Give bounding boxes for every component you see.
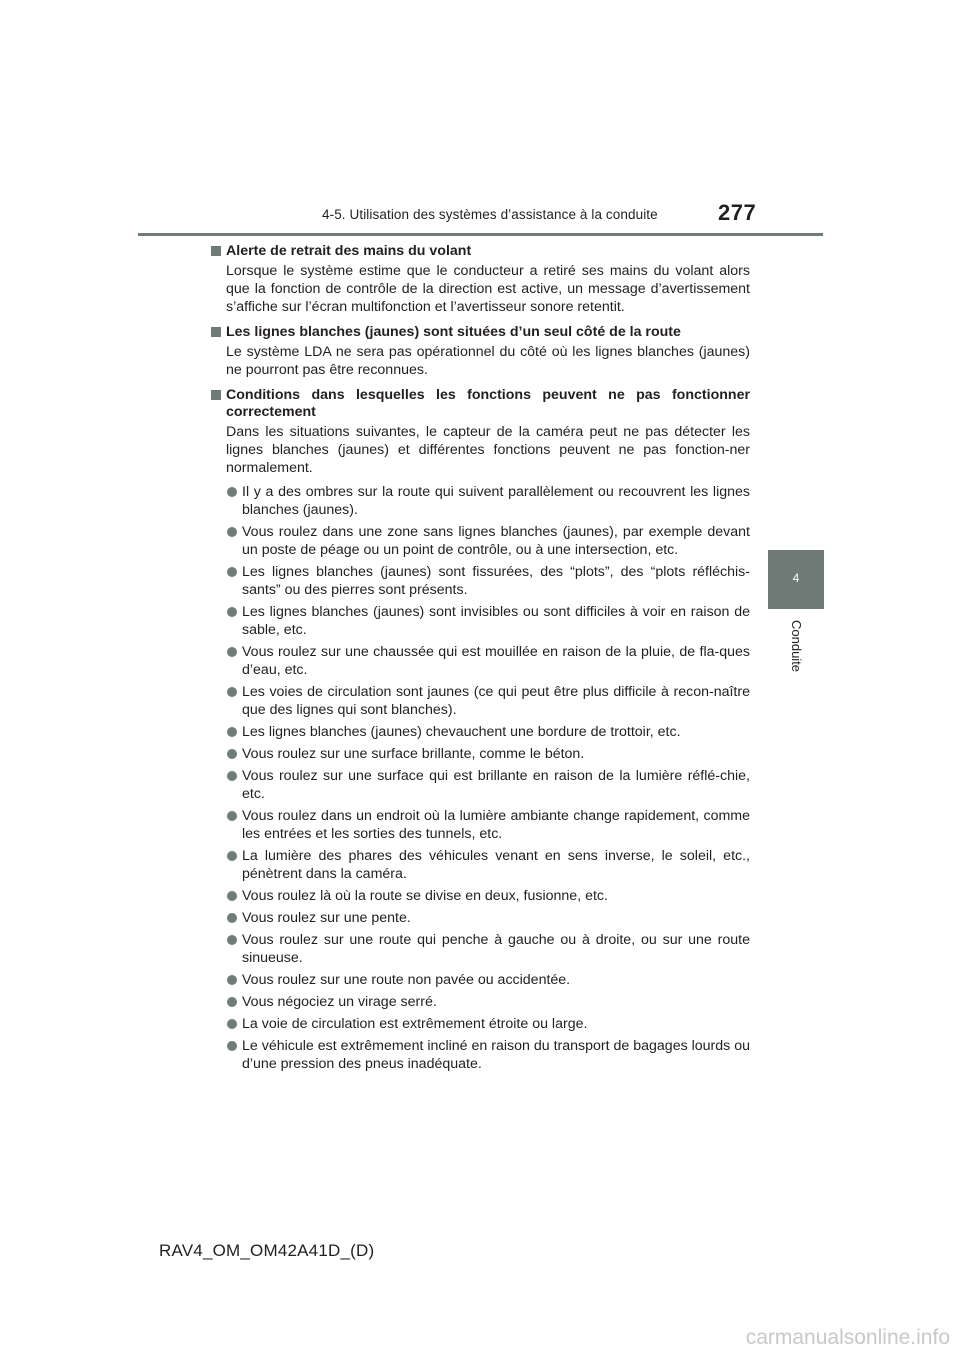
header-section-title: 4-5. Utilisation des systèmes d’assistance à la conduite xyxy=(322,207,658,222)
chapter-number: 4 xyxy=(792,571,800,585)
section-conditions xyxy=(210,387,750,1073)
list-item xyxy=(226,767,750,803)
list-item-text: Il y a des ombres sur la route qui suivent parallèlement ou recouvrent les lignes blanches (jaunes). xyxy=(242,484,750,518)
chapter-label-text: Conduite xyxy=(789,620,804,673)
list-item-text: Vous roulez sur une route non pavée ou accidentée. xyxy=(242,972,571,988)
circle-bullet-icon xyxy=(227,913,237,923)
list-item-text: Le véhicule est extrêmement incliné en raison du transport de bagages lourds ou d’une pression des pneus inadéquate. xyxy=(242,1038,750,1072)
chapter-label xyxy=(782,620,812,680)
circle-bullet-icon xyxy=(227,567,237,577)
list-item-text: Les lignes blanches (jaunes) sont invisibles ou sont difficiles à voir en raison de sable, etc. xyxy=(242,604,750,638)
section-body: Le système LDA ne sera pas opérationnel du côté où les lignes blanches (jaunes) ne pourront pas être reconnues. xyxy=(226,344,750,378)
list-item xyxy=(226,1037,750,1073)
circle-bullet-icon xyxy=(227,687,237,697)
list-item xyxy=(226,723,750,741)
circle-bullet-icon xyxy=(227,851,237,861)
circle-bullet-icon xyxy=(227,749,237,759)
section-title xyxy=(210,243,750,260)
section-lines-one-side xyxy=(210,324,750,379)
list-item-text: La voie de circulation est extrêmement étroite ou large. xyxy=(242,1016,588,1032)
circle-bullet-icon xyxy=(227,647,237,657)
list-item-text: Vous roulez dans une zone sans lignes blanches (jaunes), par exemple devant un poste de péage ou un point de contrôle, ou à une intersection, etc. xyxy=(242,524,750,558)
section-title xyxy=(210,324,750,341)
list-item xyxy=(226,909,750,927)
list-item-text: Les lignes blanches (jaunes) sont fissurées, des “plots”, des “plots réfléchis-sants” ou des pierres sont présents. xyxy=(242,564,750,598)
circle-bullet-icon xyxy=(227,811,237,821)
square-bullet-icon xyxy=(211,390,221,400)
list-item xyxy=(226,683,750,719)
section-title-text: Alerte de retrait des mains du volant xyxy=(226,243,472,259)
list-item xyxy=(226,523,750,559)
list-item-text: Vous négociez un virage serré. xyxy=(242,994,437,1010)
list-item xyxy=(226,1015,750,1033)
list-item-text: Vous roulez là où la route se divise en deux, fusionne, etc. xyxy=(242,888,608,904)
chapter-tab xyxy=(768,550,824,609)
header-divider xyxy=(138,233,823,236)
list-item-text: Vous roulez dans un endroit où la lumière ambiante change rapidement, comme les entrées et les sorties des tunnels, etc. xyxy=(242,808,750,842)
list-item xyxy=(226,563,750,599)
list-item xyxy=(226,603,750,639)
circle-bullet-icon xyxy=(227,891,237,901)
list-item-text: Les lignes blanches (jaunes) chevauchent une bordure de trottoir, etc. xyxy=(242,724,681,740)
page-content xyxy=(210,243,750,1081)
circle-bullet-icon xyxy=(227,1041,237,1051)
list-item xyxy=(226,745,750,763)
list-item-text: Les voies de circulation sont jaunes (ce qui peut être plus difficile à recon-naître que des lignes qui sont blanches). xyxy=(242,684,750,718)
section-body: Dans les situations suivantes, le capteur de la caméra peut ne pas détecter les lignes blanches (jaunes) et différentes fonctions peuvent ne pas fonction-ner normalement. xyxy=(226,424,750,476)
page-number: 277 xyxy=(718,200,757,225)
list-item xyxy=(226,971,750,989)
circle-bullet-icon xyxy=(227,975,237,985)
bullet-list xyxy=(210,483,750,1073)
list-item-text: Vous roulez sur une surface qui est brillante en raison de la lumière réflé-chie, etc. xyxy=(242,768,750,802)
square-bullet-icon xyxy=(211,246,221,256)
section-title-text: Les lignes blanches (jaunes) sont situées d’un seul côté de la route xyxy=(226,324,681,340)
list-item-text: Vous roulez sur une route qui penche à gauche ou à droite, ou sur une route sinueuse. xyxy=(242,932,750,966)
list-item xyxy=(226,643,750,679)
circle-bullet-icon xyxy=(227,607,237,617)
square-bullet-icon xyxy=(211,327,221,337)
list-item xyxy=(226,993,750,1011)
circle-bullet-icon xyxy=(227,997,237,1007)
circle-bullet-icon xyxy=(227,727,237,737)
list-item-text: Vous roulez sur une pente. xyxy=(242,910,411,926)
list-item-text: Vous roulez sur une surface brillante, comme le béton. xyxy=(242,746,585,762)
list-item-text: Vous roulez sur une chaussée qui est mouillée en raison de la pluie, de fla-ques d’eau, etc. xyxy=(242,644,750,678)
section-title-text: Conditions dans lesquelles les fonctions peuvent ne pas fonctionner correctement xyxy=(226,387,750,420)
list-item xyxy=(226,483,750,519)
document-code: RAV4_OM_OM42A41D_(D) xyxy=(159,1241,375,1260)
watermark: carmanualsonline.info xyxy=(745,1326,950,1349)
section-hands-off-alert xyxy=(210,243,750,316)
circle-bullet-icon xyxy=(227,1019,237,1029)
circle-bullet-icon xyxy=(227,935,237,945)
circle-bullet-icon xyxy=(227,527,237,537)
list-item xyxy=(226,847,750,883)
list-item xyxy=(226,931,750,967)
list-item xyxy=(226,887,750,905)
circle-bullet-icon xyxy=(227,771,237,781)
section-title xyxy=(210,387,750,421)
section-body: Lorsque le système estime que le conducteur a retiré ses mains du volant alors que la fonction de contrôle de la direction est active, un message d’avertissement s’affiche sur l’écran multifonction et l’avertisseur sonore retentit. xyxy=(226,263,750,315)
list-item-text: La lumière des phares des véhicules venant en sens inverse, le soleil, etc., pénètrent dans la caméra. xyxy=(242,848,750,882)
circle-bullet-icon xyxy=(227,487,237,497)
list-item xyxy=(226,807,750,843)
